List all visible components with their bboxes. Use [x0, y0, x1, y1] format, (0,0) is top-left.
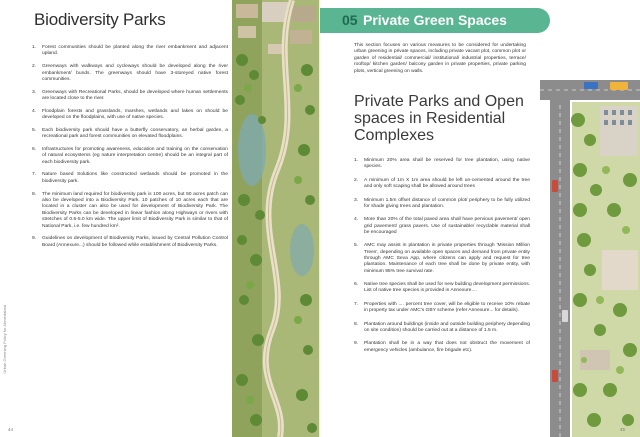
- list-item: 9. Plantation shall be in a way that does not obstruct the movement of emergency vehicles (ambulance, fire brigade etc).: [354, 341, 530, 353]
- list-item: 4. Floodplain forests and grasslands, marshes, wetlands and lakes on should be developed on the floodplains, with use of native species.: [32, 108, 228, 121]
- list-item: 8. The minimum land required for biodiversity park is 100 acres, but 50 acres patch can also be developed into a Biodiversity Park. 10 patches of 10 acres each that are located in a cluster can also be used for development of Biodiversity Park. The Biodiversity Parks can be developed in linear fashion along Highways or rivers with stretches of 0.5-5.0 km wide. The upper limit of Biodiversity Park is similar to that of National Park, i.e. few hundred km².: [32, 191, 228, 229]
- side-caption: Urban Greening Policy for Ahmedabad: [2, 305, 7, 374]
- page-number: 44: [8, 427, 14, 432]
- biodiversity-park-illustration: [232, 0, 320, 437]
- list-item: 6. Infrastructures for promoting awareness, education and training on the conservation of natural ecosystems (eg nature interpretation centre) should be an integral part of each biodiversity park.: [32, 146, 228, 165]
- page-number: 45: [620, 427, 626, 432]
- list-item: 8. Plantation around buildings (inside and outside building periphery depending on site condition) should be carried out at a distance of 1.5 m.: [354, 321, 530, 333]
- list-item: 9. Guidelines on development of Biodiversity Parks, issued by Central Pollution Control Board (Annexure...) should be followed while establishment of Biodiversity Parks.: [32, 236, 228, 248]
- list-item: 2. A minimum of 1m X 1m area should be left un-cemented around the tree and only soft scaping shall be allowed around trees: [354, 177, 530, 190]
- park-aerial-view: [232, 0, 320, 437]
- section-title: Private Green Spaces: [363, 12, 507, 28]
- list-item: 3. Minimum 1.5m offset distance of common plot/ periphery to be fully utilized for shade giving trees and plantation.: [354, 197, 530, 209]
- subsection-title: Private Parks and Open spaces in Residential Complexes: [354, 93, 524, 144]
- list-item: 7. Nature based Solutions like constructed wetlands should be promoted in the biodiversity park.: [32, 172, 228, 184]
- section-number: 05: [342, 12, 358, 28]
- list-item: 5. AMC may assist in plantation in private properties through 'Mission Million Trees', depending on available open spaces and demand from private entity through AMC Seva App, where citizens can apply and request for tree plantation. Maintenance of each tree shall be done by private entity, with minimum 95% tree survival rate.: [354, 243, 530, 274]
- page-title-biodiversity-parks: Biodiversity Parks: [34, 10, 166, 29]
- list-item: 1. Forest communities should be planted along the river embankment and adjacent upland.: [32, 45, 228, 57]
- intro-paragraph: This section focuses on various measures to be considered for undertaking urban greening in private spaces, including private vacant plot, common plot or garden of residential/ commercial/ institutional/ industrial properties, terrace/ rooftop/ kitchen garden/ balcony garden in private properties, private parking plots, vertical greening on walls.: [354, 43, 526, 74]
- residential-street-illustration: [540, 60, 640, 437]
- list-item: 5. Each biodiversity park should have a butterfly conservatory, an herbal garden, a recreational park and forest communities on elevated floodplains.: [32, 127, 228, 140]
- street-aerial-view: [540, 60, 640, 437]
- list-item: 7. Properties with .... percent tree cover, will be eligible to receive 10% rebate in property tax under AMC's GBY scheme (refer Annexure... for details).: [354, 301, 530, 314]
- private-parks-guidelines-list: [354, 158, 530, 361]
- biodiversity-guidelines-list: [32, 45, 228, 255]
- list-item: 6. Native tree species shall be used for new building development permissions. List of native tree species is provided in Annexure....: [354, 282, 530, 294]
- right-page: [320, 0, 640, 437]
- list-item: 4. More than 20% of the total paved area shall have pervious pavement/ open grid pavement/ grass pavers. Use of sustainable/ recyclable material shall be encouraged: [354, 217, 530, 235]
- list-item: 1. Minimum 20% area shall be reserved for tree plantation, using native species.: [354, 158, 530, 170]
- list-item: 2. Greenways with walkways and cycleways should be developed along the river embankment/ bunds. The greenways should have 3-storeyed native forest communities.: [32, 64, 228, 82]
- list-item: 3. Greenways with Recreational Parks, should be developed where human settlements are located close to the river.: [32, 89, 228, 102]
